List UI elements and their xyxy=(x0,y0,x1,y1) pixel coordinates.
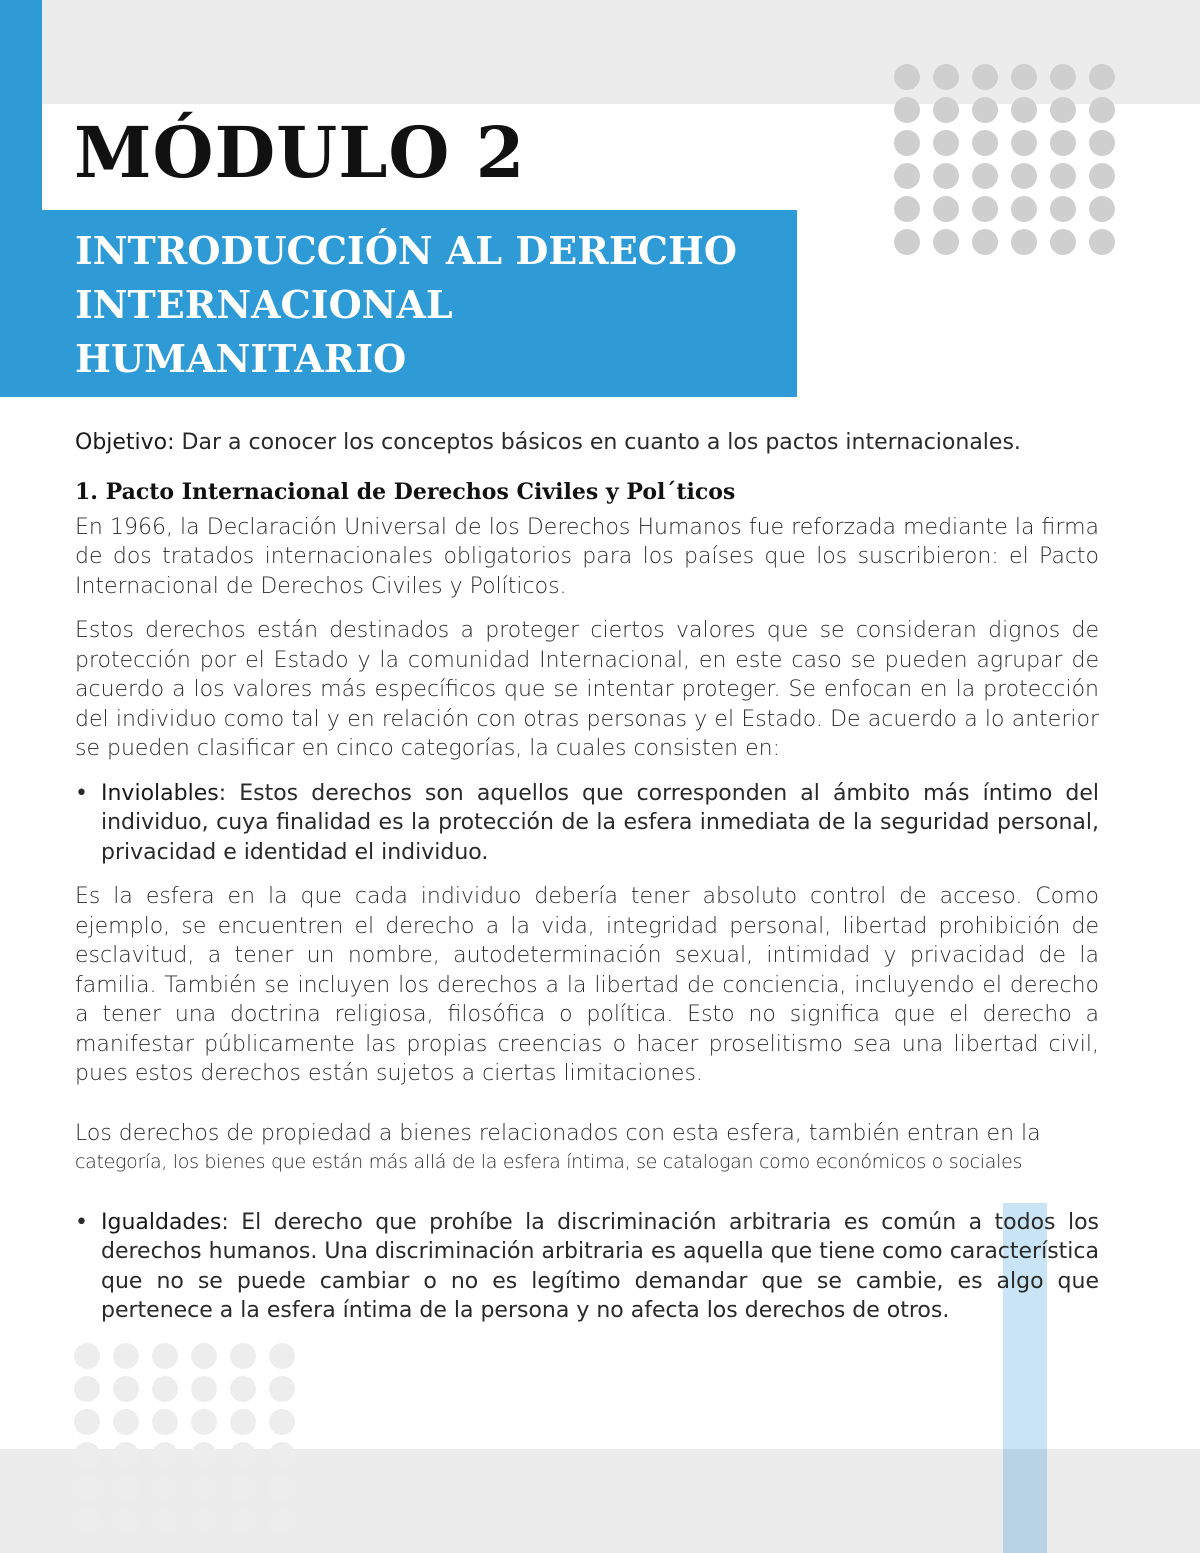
decorative-dot xyxy=(972,97,998,123)
decorative-dot xyxy=(269,1475,295,1501)
decorative-dot xyxy=(933,196,959,222)
objective-label: Objetivo: xyxy=(75,430,175,455)
decorative-dot xyxy=(1050,229,1076,255)
paragraph-line: Los derechos de propiedad a bienes relacionados con esta esfera, también entran en la xyxy=(75,1120,1041,1146)
decorative-dot xyxy=(113,1475,139,1501)
bullet-mark: • xyxy=(75,1209,88,1235)
decorative-dot xyxy=(230,1343,256,1369)
decorative-dot xyxy=(113,1376,139,1402)
decorative-dot xyxy=(230,1376,256,1402)
decorative-dot xyxy=(152,1442,178,1468)
decorative-dot xyxy=(1011,130,1037,156)
decorative-dot xyxy=(230,1475,256,1501)
module-title: MÓDULO 2 xyxy=(74,111,526,194)
decorative-dot xyxy=(933,97,959,123)
decorative-dot xyxy=(74,1376,100,1402)
bullet-item-inviolables xyxy=(75,779,1099,868)
decorative-dot xyxy=(152,1409,178,1435)
decorative-dot xyxy=(894,64,920,90)
decorative-dot xyxy=(74,1475,100,1501)
bullet-text: : Estos derechos son aquellos que corresponden al ámbito más íntimo del individuo, cuya finalidad es la protección de la esfera inmediata de la seguridad personal, privacidad e identidad el individuo. xyxy=(101,780,1099,865)
decorative-dot xyxy=(269,1508,295,1534)
decorative-dot xyxy=(972,130,998,156)
bullet-term: Igualdades xyxy=(101,1209,222,1235)
document-body xyxy=(75,428,1099,1326)
section-heading: 1. Pacto Internacional de Derechos Civiles y Pol´ticos xyxy=(75,478,736,505)
bullet-term: Inviolables xyxy=(101,780,219,806)
decorative-dot xyxy=(113,1343,139,1369)
decorative-dot xyxy=(269,1343,295,1369)
decorative-dot xyxy=(894,97,920,123)
decorative-dot xyxy=(933,64,959,90)
decorative-dot xyxy=(269,1409,295,1435)
decorative-dot xyxy=(1011,64,1037,90)
decorative-dot xyxy=(191,1343,217,1369)
decorative-dot xyxy=(269,1376,295,1402)
decorative-dot xyxy=(894,229,920,255)
decorative-dot xyxy=(230,1409,256,1435)
decorative-dot xyxy=(972,64,998,90)
decorative-dot xyxy=(191,1508,217,1534)
decorative-dot xyxy=(74,1508,100,1534)
decorative-dot xyxy=(894,196,920,222)
module-subtitle xyxy=(75,224,737,386)
decorative-dot xyxy=(894,163,920,189)
decorative-dot xyxy=(74,1409,100,1435)
decorative-dot xyxy=(1011,229,1037,255)
decorative-dot xyxy=(1089,64,1115,90)
decorative-dot xyxy=(1089,130,1115,156)
dot-grid-bottom-left xyxy=(74,1343,295,1534)
decorative-dot xyxy=(1050,64,1076,90)
decorative-dot xyxy=(113,1442,139,1468)
decorative-dot xyxy=(191,1409,217,1435)
decorative-dot xyxy=(972,229,998,255)
decorative-dot xyxy=(113,1508,139,1534)
decorative-dot xyxy=(933,130,959,156)
decorative-dot xyxy=(1050,163,1076,189)
decorative-dot xyxy=(1089,229,1115,255)
subtitle-line: HUMANITARIO xyxy=(75,336,407,381)
decorative-dot xyxy=(152,1475,178,1501)
decorative-dot xyxy=(230,1442,256,1468)
paragraph: Estos derechos están destinados a proteger ciertos valores que se consideran dignos de protección por el Estado y la comunidad Internacional, en este caso se pueden agrupar de acuerdo a los valores más específicos que se intentar proteger. Se enfocan en la protección del individuo como tal y en relación con otras personas y el Estado. De acuerdo a lo anterior se pueden clasificar en cinco categorías, la cuales consisten en: xyxy=(75,618,1099,761)
decorative-dot xyxy=(1050,196,1076,222)
decorative-dot xyxy=(1050,130,1076,156)
decorative-dot xyxy=(74,1442,100,1468)
decorative-dot xyxy=(191,1475,217,1501)
dot-grid-top-right xyxy=(894,64,1115,255)
decorative-dot xyxy=(1089,196,1115,222)
decorative-dot xyxy=(191,1376,217,1402)
decorative-dot xyxy=(1089,97,1115,123)
decorative-dot xyxy=(230,1508,256,1534)
subtitle-line: INTRODUCCIÓN AL DERECHO xyxy=(75,228,738,273)
decorative-dot xyxy=(1050,97,1076,123)
decorative-dot xyxy=(113,1409,139,1435)
subtitle-line: INTERNACIONAL xyxy=(75,282,453,327)
decorative-dot xyxy=(152,1508,178,1534)
paragraph-line: categoría, los bienes que están más allá de la esfera íntima, se catalogan como económicos o sociales xyxy=(75,1151,1023,1173)
decorative-dot xyxy=(1089,163,1115,189)
decorative-dot xyxy=(74,1343,100,1369)
decorative-dot xyxy=(152,1376,178,1402)
decorative-dot xyxy=(1011,97,1037,123)
decorative-dot xyxy=(1011,196,1037,222)
objective xyxy=(75,428,1099,458)
bullet-item-igualdades xyxy=(75,1208,1099,1326)
decorative-dot xyxy=(933,229,959,255)
decorative-dot xyxy=(972,163,998,189)
bullet-text: : El derecho que prohíbe la discriminación arbitraria es común a todos los derechos humanos. Una discriminación arbitraria es aquella que tiene como característica que no se puede cambiar o no es legítimo demandar que se cambie, es algo que pertenece a la esfera íntima de la persona y no afecta los derechos de otros. xyxy=(101,1209,1099,1323)
decorative-dot xyxy=(191,1442,217,1468)
decorative-dot xyxy=(894,130,920,156)
left-accent-bar xyxy=(0,0,42,397)
decorative-dot xyxy=(933,163,959,189)
decorative-dot xyxy=(269,1442,295,1468)
decorative-dot xyxy=(152,1343,178,1369)
bullet-mark: • xyxy=(75,780,88,806)
paragraph: En 1966, la Declaración Universal de los Derechos Humanos fue reforzada mediante la firma de dos tratados internacionales obligatorios para los países que los suscribieron: el Pacto Internacional de Derechos Civiles y Políticos. xyxy=(75,514,1099,599)
objective-text: Dar a conocer los conceptos básicos en cuanto a los pactos internacionales. xyxy=(174,430,1021,455)
decorative-dot xyxy=(1011,163,1037,189)
paragraph: Es la esfera en la que cada individuo debería tener absoluto control de acceso. Como ejemplo, se encuentren el derecho a la vida, integridad personal, libertad prohibición de esclavitud, a tener un nombre, autodeterminación sexual, intimidad y privacidad de la familia. También se incluyen los derechos a la libertad de conciencia, incluyendo el derecho a tener una doctrina religiosa, filosófica o política. Esto no significa que el derecho a manifestar públicamente las propias creencias o hacer proselitismo sea una libertad civil, pues estos derechos están sujetos a ciertas limitaciones. xyxy=(75,884,1099,1086)
decorative-dot xyxy=(972,196,998,222)
